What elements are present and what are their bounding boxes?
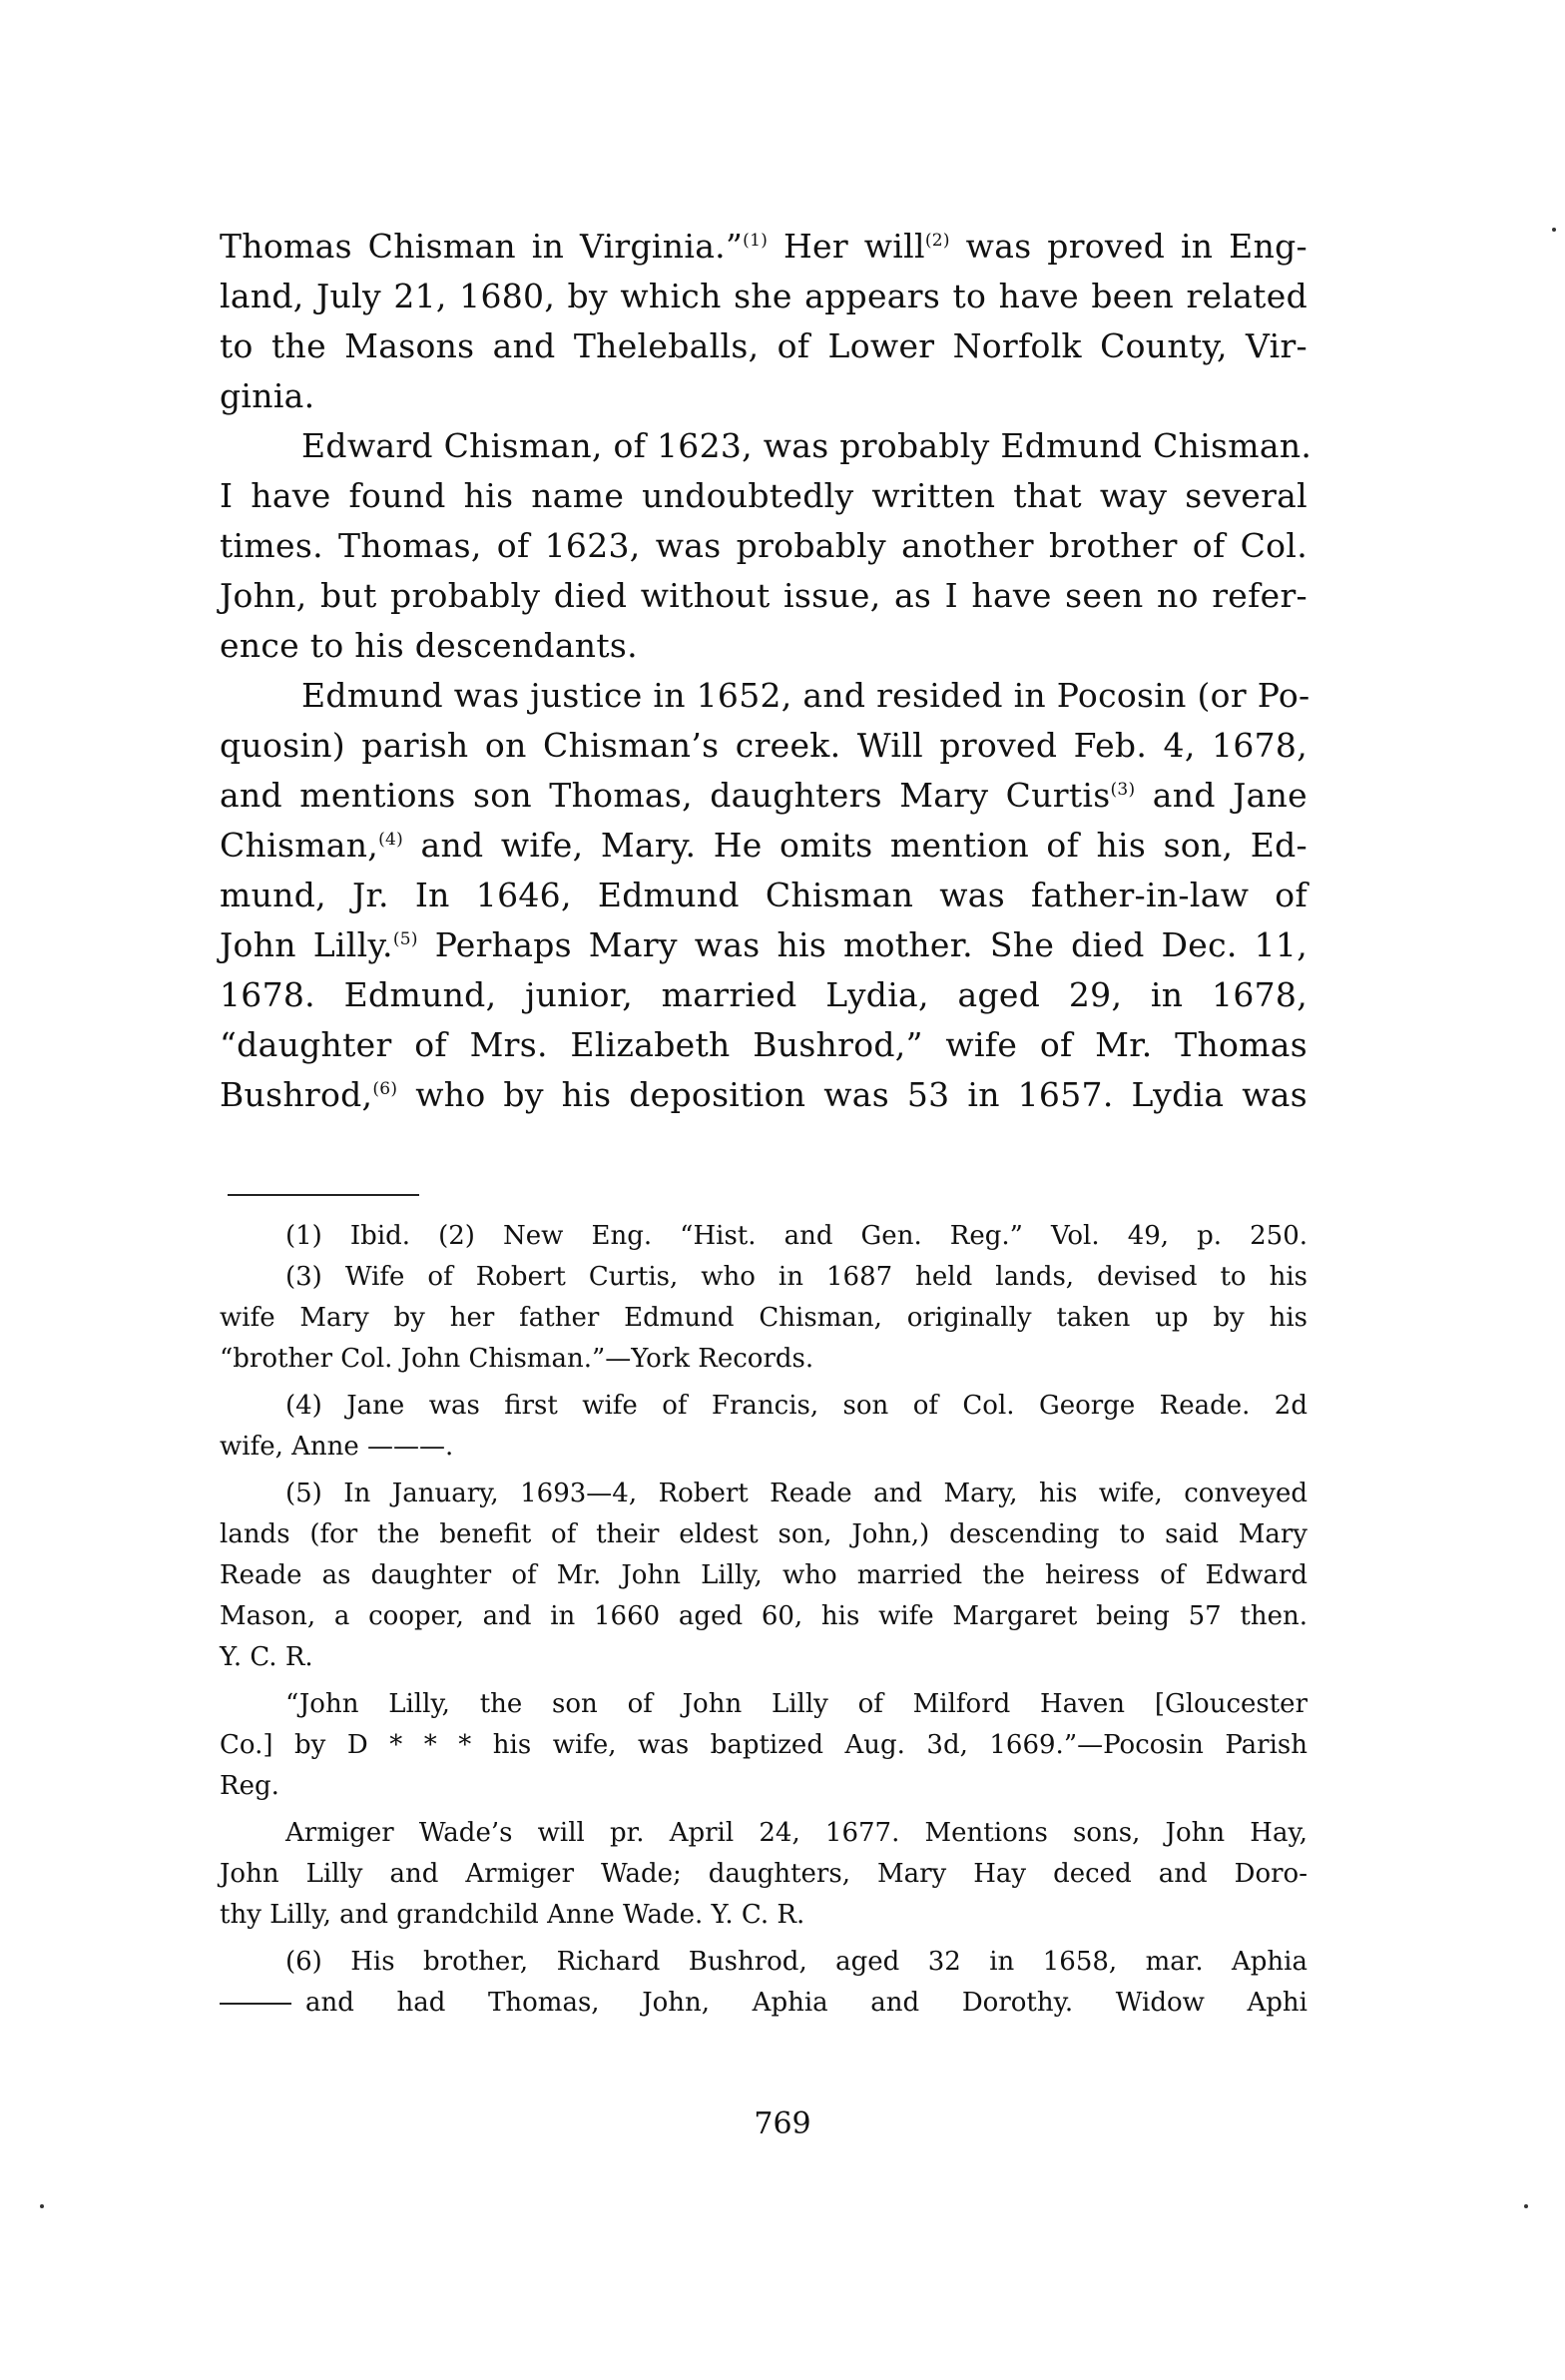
- body-line: [220, 821, 1307, 871]
- footnote-line: wife, Anne ———.: [220, 1432, 454, 1462]
- body-line: [220, 1070, 1307, 1120]
- dash-rule: [220, 2003, 291, 2005]
- body-line: John, but probably died without issue, as I have seen no refer-: [220, 576, 1307, 615]
- body-line-text: John Lilly.: [220, 925, 393, 964]
- footnote-line: Reade as daughter of Mr. John Lilly, who married the heiress of Edward: [220, 1560, 1307, 1590]
- footnote-line: Reg.: [220, 1771, 279, 1801]
- footnote-line: “brother Col. John Chisman.”—York Records.: [220, 1344, 814, 1374]
- footnote-line: wife Mary by her father Edmund Chisman, originally taken up by his: [220, 1303, 1307, 1333]
- footnote-line: lands (for the benefit of their eldest son, John,) descending to said Mary: [220, 1519, 1307, 1549]
- footnote-line: “John Lilly, the son of John Lilly of Milford Haven [Gloucester: [285, 1689, 1307, 1719]
- scan-speck: [1552, 228, 1556, 232]
- body-line-text: who by his deposition was 53 in 1657. Lydia was: [397, 1075, 1307, 1114]
- footnote-line: thy Lilly, and grandchild Anne Wade. Y. C. R.: [220, 1900, 805, 1930]
- body-line: ginia.: [220, 376, 315, 415]
- footnote-line: (3) Wife of Robert Curtis, who in 1687 held lands, devised to his: [285, 1262, 1307, 1292]
- footnote-separator: [228, 1194, 419, 1196]
- body-line: [220, 920, 1307, 970]
- body-line-text: Thomas Chisman in Virginia.”: [220, 227, 744, 266]
- footnote-ref: (3): [1110, 780, 1136, 800]
- footnote-ref: (5): [392, 929, 418, 949]
- body-line: times. Thomas, of 1623, was probably another brother of Col.: [220, 526, 1307, 565]
- footnote-line: [220, 1983, 1307, 2024]
- body-line: land, July 21, 1680, by which she appears to have been related: [220, 277, 1307, 315]
- footnote-line: Mason, a cooper, and in 1660 aged 60, his wife Margaret being 57 then.: [220, 1601, 1307, 1631]
- body-line: mund, Jr. In 1646, Edmund Chisman was father-in-law of: [220, 876, 1307, 914]
- body-line-text: and Jane: [1135, 776, 1307, 815]
- body-line: I have found his name undoubtedly written that way several: [220, 476, 1307, 515]
- footnote-line: (6) His brother, Richard Bushrod, aged 32 in 1658, mar. Aphia: [285, 1947, 1307, 1977]
- footnote-line: Y. C. R.: [220, 1642, 313, 1672]
- footnote-ref: (2): [924, 231, 950, 251]
- footnote-line: (1) Ibid. (2) New Eng. “Hist. and Gen. Reg.” Vol. 49, p. 250.: [285, 1221, 1307, 1251]
- footnotes: [220, 1216, 1307, 2024]
- body-line-text: Her will: [768, 227, 925, 266]
- footnote-line: (5) In January, 1693—4, Robert Reade and Mary, his wife, conveyed: [285, 1479, 1307, 1508]
- body-line: “daughter of Mrs. Elizabeth Bushrod,” wife of Mr. Thomas: [220, 1025, 1307, 1064]
- footnote-line-text: and had Thomas, John, Aphia and Dorothy. Widow Aphi: [305, 1988, 1307, 2018]
- main-text: [220, 222, 1312, 1120]
- footnote-ref: (6): [372, 1079, 398, 1099]
- body-line-text: Bushrod,: [220, 1075, 373, 1114]
- footnote-ref: (1): [743, 231, 769, 251]
- scan-speck: [1524, 2204, 1528, 2208]
- footnote-line: Co.] by D * * * his wife, was baptized Aug. 3d, 1669.”—Pocosin Parish: [220, 1730, 1307, 1760]
- body-line-text: Perhaps Mary was his mother. She died Dec. 11,: [417, 925, 1307, 964]
- footnote-line: Armiger Wade’s will pr. April 24, 1677. Mentions sons, John Hay,: [285, 1818, 1307, 1848]
- body-line-text: and mentions son Thomas, daughters Mary Curtis: [220, 776, 1111, 815]
- body-line: [220, 771, 1307, 821]
- body-line: Edward Chisman, of 1623, was probably Edmund Chisman.: [301, 426, 1312, 465]
- body-line: 1678. Edmund, junior, married Lydia, aged 29, in 1678,: [220, 975, 1307, 1014]
- body-line-text: Chisman,: [220, 826, 379, 865]
- body-line: quosin) parish on Chisman’s creek. Will proved Feb. 4, 1678,: [220, 726, 1307, 765]
- body-line: Edmund was justice in 1652, and resided in Pocosin (or Po-: [301, 676, 1310, 715]
- body-line-text: and wife, Mary. He omits mention of his son, Ed-: [403, 826, 1307, 865]
- footnote-ref: (4): [378, 830, 404, 850]
- body-line: to the Masons and Theleballs, of Lower Norfolk County, Vir-: [220, 326, 1307, 365]
- body-line-text: was proved in Eng-: [949, 227, 1308, 266]
- body-line: [220, 222, 1307, 272]
- footnote-line: (4) Jane was first wife of Francis, son of Col. George Reade. 2d: [285, 1391, 1307, 1421]
- page-number: 769: [754, 2106, 811, 2141]
- body-line: ence to his descendants.: [220, 626, 638, 665]
- footnote-line: John Lilly and Armiger Wade; daughters, Mary Hay deced and Doro-: [220, 1859, 1307, 1889]
- scan-speck: [40, 2204, 44, 2208]
